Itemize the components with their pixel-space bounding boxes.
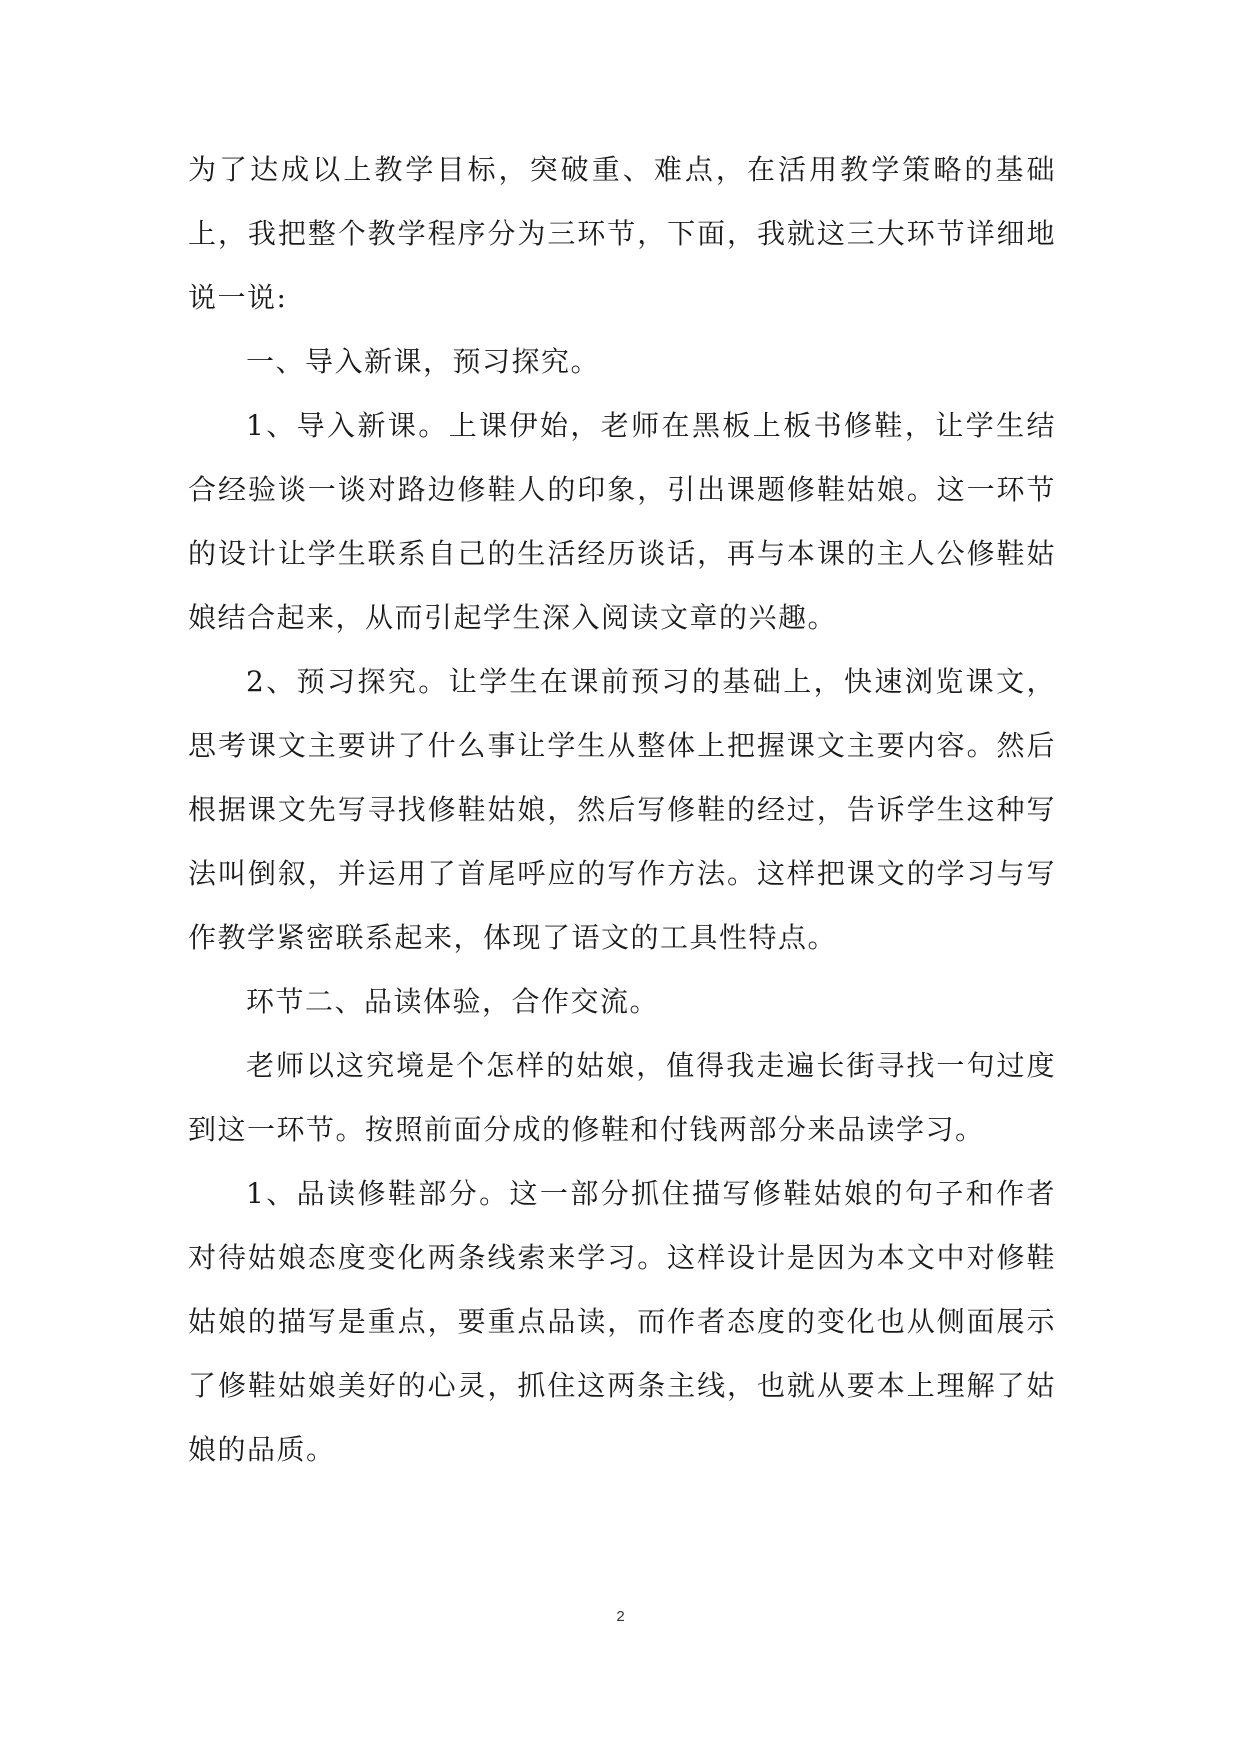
paragraph-import-lesson: 1、导入新课。上课伊始，老师在黑板上板书修鞋，让学生结合经验谈一谈对路边修鞋人的印象，引出课题修鞋姑娘。这一环节的设计让学生联系自己的生活经历谈话，再与本课的主人公修鞋姑娘结合起来，从而引起学生深入阅读文章的兴趣。 xyxy=(188,409,1056,634)
paragraph-intro: 为了达成以上教学目标，突破重、难点，在活用教学策略的基础上，我把整个教学程序分为三环节，下面，我就这三大环节详细地说一说: xyxy=(188,153,1056,314)
page-number: 2 xyxy=(616,1608,625,1625)
section-heading-2: 环节二、品读体验，合作交流。 xyxy=(246,985,660,1018)
body-text xyxy=(188,138,1056,1482)
section-heading-1: 一、导入新课，预习探究。 xyxy=(246,345,601,378)
paragraph-transition: 老师以这究境是个怎样的姑娘，值得我走遍长街寻找一句过度到这一环节。按照前面分成的修鞋和付钱两部分来品读学习。 xyxy=(188,1049,1056,1146)
paragraph-preview-explore: 2、预习探究。让学生在课前预习的基础上，快速浏览课文，思考课文主要讲了什么事让学生从整体上把握课文主要内容。然后根据课文先写寻找修鞋姑娘，然后写修鞋的经过，告诉学生这种写法叫倒叙，并运用了首尾呼应的写作方法。这样把课文的学习与写作教学紧密联系起来，体现了语文的工具性特点。 xyxy=(188,665,1056,954)
paragraph-read-repair: 1、品读修鞋部分。这一部分抓住描写修鞋姑娘的句子和作者对待姑娘态度变化两条线索来学习。这样设计是因为本文中对修鞋姑娘的描写是重点，要重点品读，而作者态度的变化也从侧面展示了修鞋姑娘美好的心灵，抓住这两条主线，也就从要本上理解了姑娘的品质。 xyxy=(188,1177,1056,1466)
